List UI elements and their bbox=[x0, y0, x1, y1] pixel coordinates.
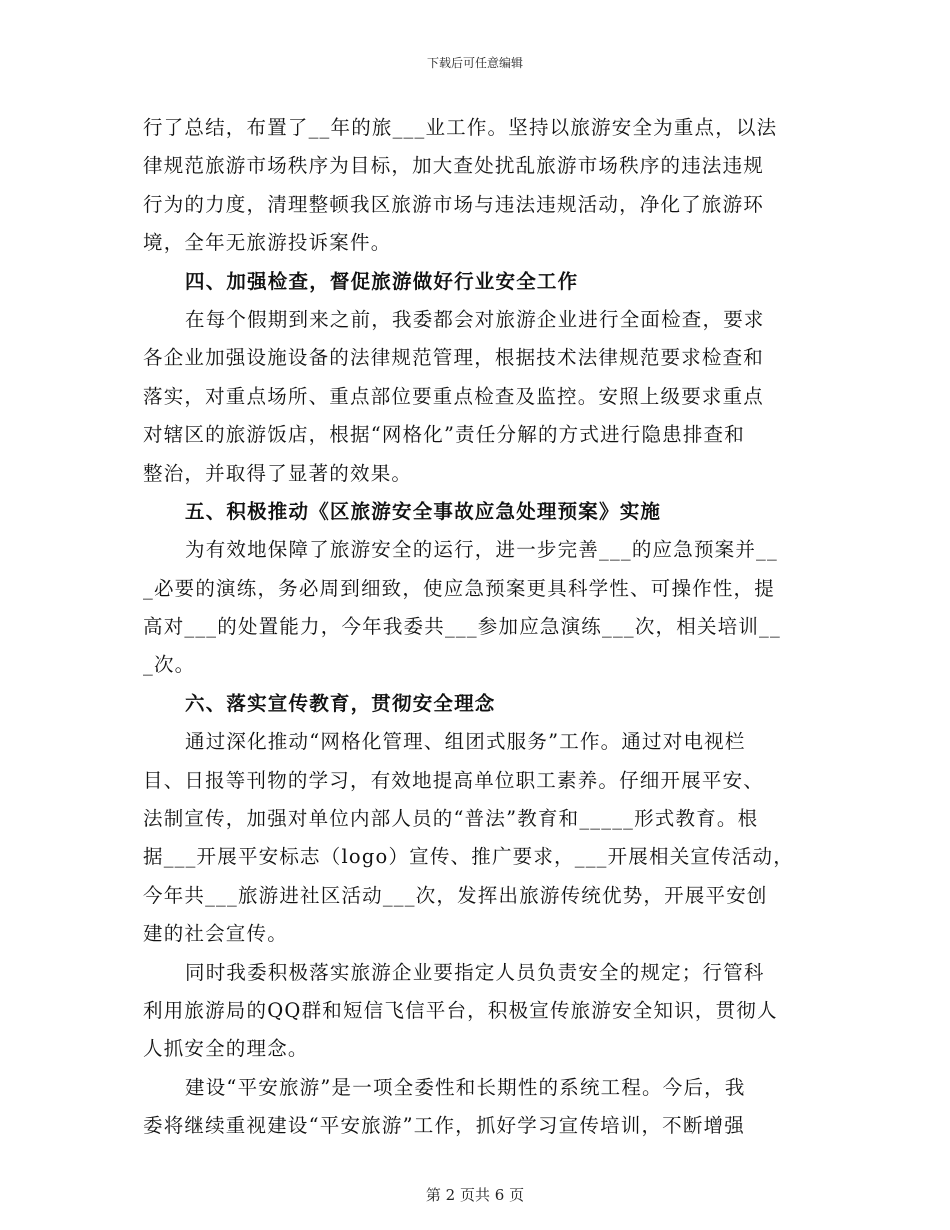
text-line: 律规范旅游市场秩序为目标，加大查处扰乱旅游市场秩序的违法违规 bbox=[143, 154, 765, 178]
page-footer: 第 2 页共 6 页 bbox=[425, 1186, 525, 1204]
document-body bbox=[143, 109, 803, 1146]
text-line: _次。 bbox=[143, 653, 196, 677]
text-line: 据___开展平安标志（logo）宣传、推广要求，___开展相关宣传活动， bbox=[143, 845, 794, 869]
section-heading: 六、落实宣传教育，贯彻安全理念 bbox=[185, 691, 496, 715]
text-line: 委将继续重视建设“平安旅游”工作，抓好学习宣传培训，不断增强 bbox=[143, 1114, 745, 1138]
section-heading: 五、积极推动《区旅游安全事故应急处理预案》实施 bbox=[185, 499, 662, 523]
text-line: 为有效地保障了旅游安全的运行，进一步完善___的应急预案并__ bbox=[185, 538, 778, 562]
text-line: 同时我委积极落实旅游企业要指定人员负责安全的规定；行管科 bbox=[185, 960, 765, 984]
text-line: 利用旅游局的QQ群和短信飞信平台，积极宣传旅游安全知识，贯彻人 bbox=[143, 998, 778, 1022]
text-line: 目、日报等刊物的学习，有效地提高单位职工素养。仔细开展平安、 bbox=[143, 768, 765, 792]
text-line: 在每个假期到来之前，我委都会对旅游企业进行全面检查，要求 bbox=[185, 307, 765, 331]
text-line: 境，全年无旅游投诉案件。 bbox=[143, 231, 392, 255]
section-heading: 四、加强检查，督促旅游做好行业安全工作 bbox=[185, 269, 579, 293]
text-line: 各企业加强设施设备的法律规范管理，根据技术法律规范要求检查和 bbox=[143, 346, 765, 370]
text-line: 行了总结，布置了__年的旅___业工作。坚持以旅游安全为重点，以法 bbox=[143, 116, 778, 139]
text-line: 建的社会宣传。 bbox=[143, 922, 288, 946]
text-line: _必要的演练，务必周到细致，使应急预案更具科学性、可操作性，提 bbox=[143, 576, 775, 600]
text-line: 行为的力度，清理整顿我区旅游市场与违法违规活动，净化了旅游环 bbox=[143, 192, 765, 216]
text-line: 建设“平安旅游”是一项全委性和长期性的系统工程。今后，我 bbox=[185, 1075, 746, 1099]
text-line: 通过深化推动“网格化管理、组团式服务”工作。通过对电视栏 bbox=[185, 730, 746, 754]
text-line: 高对___的处置能力，今年我委共___参加应急演练___次，相关培训__ bbox=[143, 615, 781, 639]
text-line: 法制宣传，加强对单位内部人员的“普法”教育和_____形式教育。根 bbox=[143, 807, 759, 831]
text-line: 整治，并取得了显著的效果。 bbox=[143, 461, 413, 485]
text-line: 对辖区的旅游饭店，根据“网格化”责任分解的方式进行隐患排查和 bbox=[143, 423, 745, 447]
text-line: 落实，对重点场所、重点部位要重点检查及监控。安照上级要求重点 bbox=[143, 384, 765, 408]
text-line: 今年共___旅游进社区活动___次，发挥出旅游传统优势，开展平安创 bbox=[143, 883, 768, 907]
page-header: 下载后可任意编辑 bbox=[426, 56, 523, 70]
text-line: 人抓安全的理念。 bbox=[143, 1037, 309, 1061]
